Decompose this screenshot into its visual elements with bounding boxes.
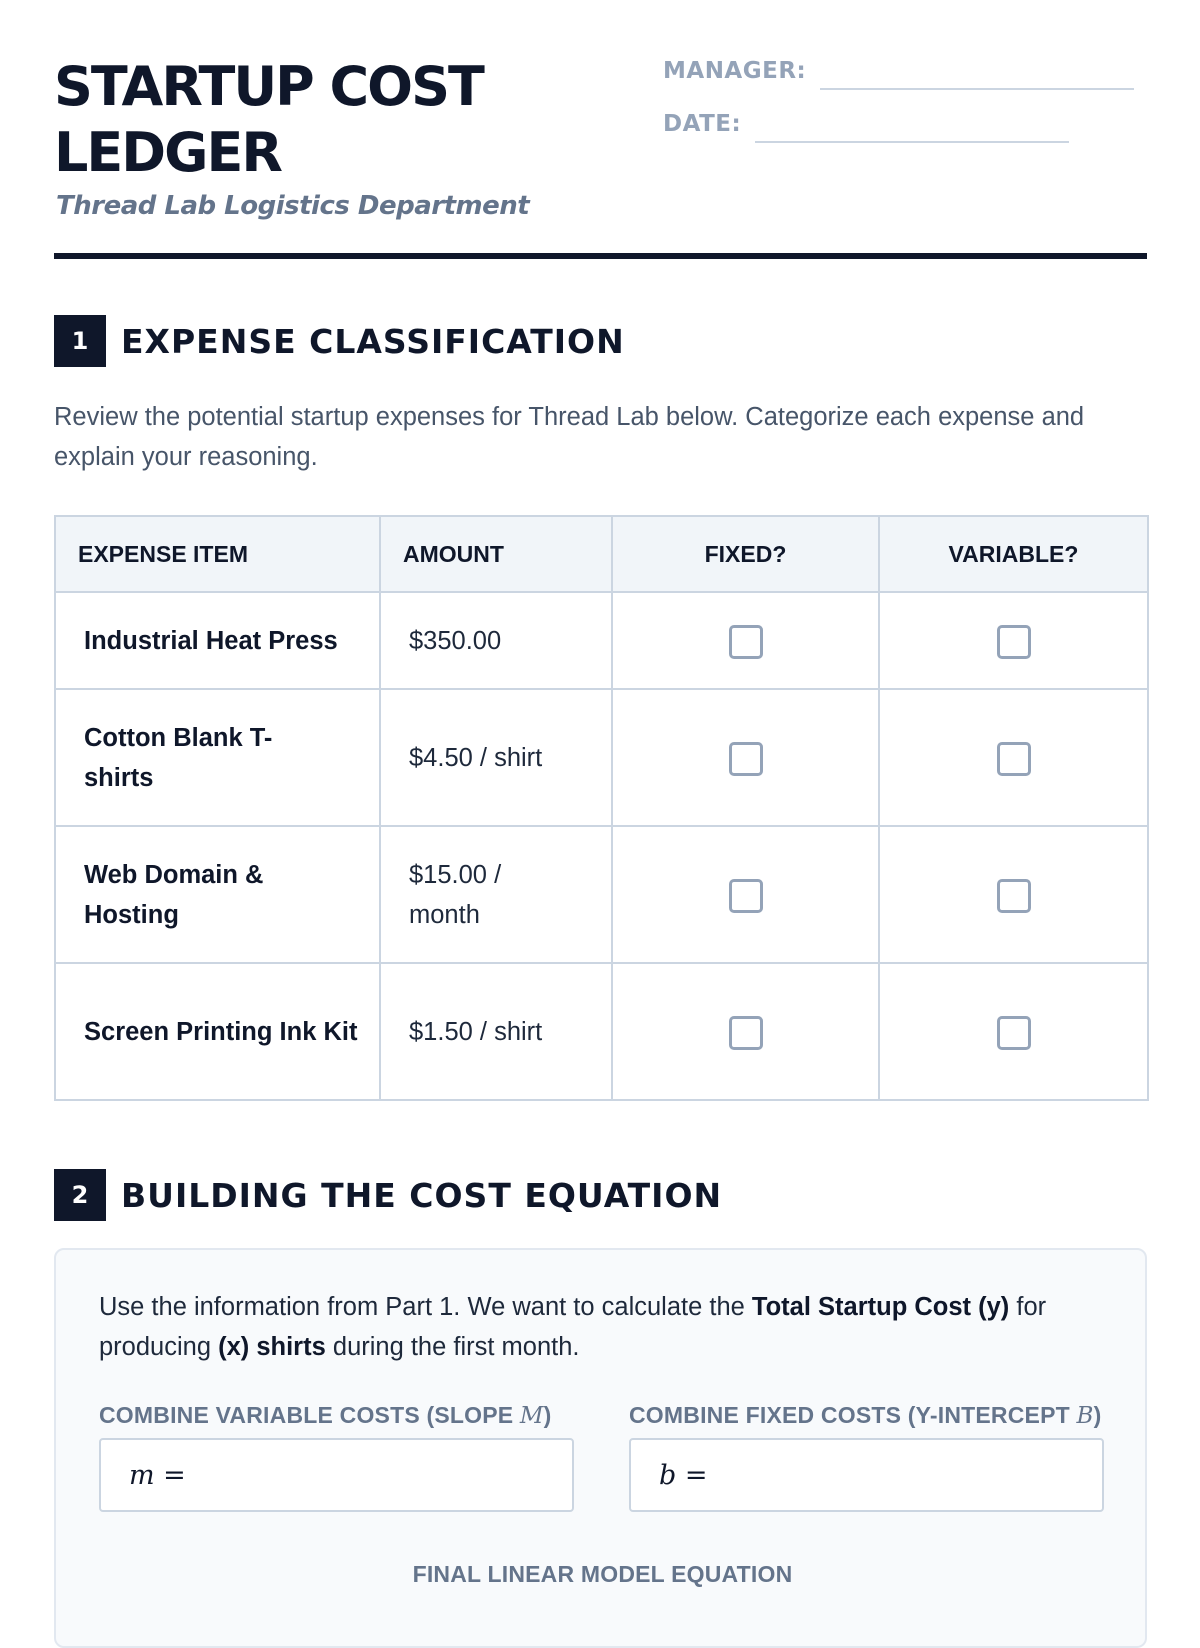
section-1-title: EXPENSE CLASSIFICATION [121, 321, 625, 361]
page-subtitle: Thread Lab Logistics Department [56, 191, 530, 221]
instruction-emphasis-x: (x) shirts [218, 1333, 326, 1361]
date-row [663, 111, 1069, 137]
table-row [55, 963, 1148, 1100]
slope-field-text: m = [129, 1459, 186, 1491]
expense-amount: $350.00 [380, 592, 612, 689]
table-row [55, 689, 1148, 826]
column-header-variable: VARIABLE? [879, 516, 1148, 592]
column-header-item: EXPENSE ITEM [55, 516, 380, 592]
expense-item: Screen Printing Ink Kit [55, 963, 380, 1100]
header [54, 0, 1147, 262]
variable-checkbox[interactable] [997, 1016, 1031, 1050]
worksheet-page [54, 0, 1147, 1587]
expense-amount: $15.00 / month [380, 826, 612, 963]
fixed-checkbox[interactable] [729, 1016, 763, 1050]
variable-checkbox[interactable] [997, 879, 1031, 913]
table-header-row [55, 516, 1148, 592]
variable-checkbox[interactable] [997, 625, 1031, 659]
section-2-title: BUILDING THE COST EQUATION [121, 1175, 723, 1215]
header-divider [54, 253, 1147, 259]
slope-label-close: ) [543, 1402, 552, 1428]
page-title [54, 54, 614, 186]
intercept-label-text: COMBINE FIXED COSTS (Y-INTERCEPT [629, 1402, 1077, 1428]
instruction-text: Use the information from Part 1. We want to calculate the [99, 1293, 752, 1321]
manager-label: MANAGER: [663, 58, 807, 84]
equation-card [54, 1248, 1147, 1648]
section-1-intro: Review the potential startup expenses for Thread Lab below. Categorize each expense and explain your reasoning. [54, 403, 1085, 471]
expense-table [54, 515, 1149, 1101]
instruction-emphasis-y: Total Startup Cost (y) [751, 1293, 1010, 1321]
date-field[interactable] [755, 141, 1069, 143]
fixed-checkbox[interactable] [729, 879, 763, 913]
slope-symbol: M [519, 1403, 544, 1429]
manager-row [663, 58, 1134, 84]
table-row [55, 826, 1148, 963]
fixed-checkbox[interactable] [729, 742, 763, 776]
slope-input[interactable] [99, 1438, 574, 1512]
slope-label-text: COMBINE VARIABLE COSTS (SLOPE [99, 1402, 520, 1428]
section-2-number: 2 [54, 1169, 106, 1221]
title-line-1: STARTUP COST [54, 55, 483, 118]
instruction-text: for producing [99, 1293, 1047, 1361]
expense-amount: $1.50 / shirt [380, 963, 612, 1100]
table-row [55, 592, 1148, 689]
variable-checkbox[interactable] [997, 742, 1031, 776]
intercept-label [629, 1402, 1107, 1429]
expense-amount: $4.50 / shirt [380, 689, 612, 826]
title-line-2: LEDGER [54, 121, 281, 184]
section-1-heading [54, 315, 625, 367]
column-header-fixed: FIXED? [612, 516, 879, 592]
instruction-text: during the first month. [325, 1333, 580, 1361]
expense-item: Web Domain & Hosting [55, 826, 380, 963]
intercept-input[interactable] [629, 1438, 1104, 1512]
column-header-amount: AMOUNT [380, 516, 612, 592]
manager-field[interactable] [820, 88, 1134, 90]
expense-item: Cotton Blank T-shirts [55, 689, 380, 826]
equation-instructions [99, 1287, 1109, 1367]
intercept-field-text: b = [659, 1459, 708, 1491]
expense-item: Industrial Heat Press [55, 592, 380, 689]
intercept-label-close: ) [1093, 1402, 1102, 1428]
section-1-number: 1 [54, 315, 106, 367]
date-label: DATE: [663, 111, 742, 137]
section-2-heading [54, 1169, 722, 1221]
intercept-symbol: B [1076, 1403, 1094, 1429]
final-equation-label: FINAL LINEAR MODEL EQUATION [412, 1561, 793, 1587]
fixed-checkbox[interactable] [729, 625, 763, 659]
slope-label [99, 1402, 579, 1429]
